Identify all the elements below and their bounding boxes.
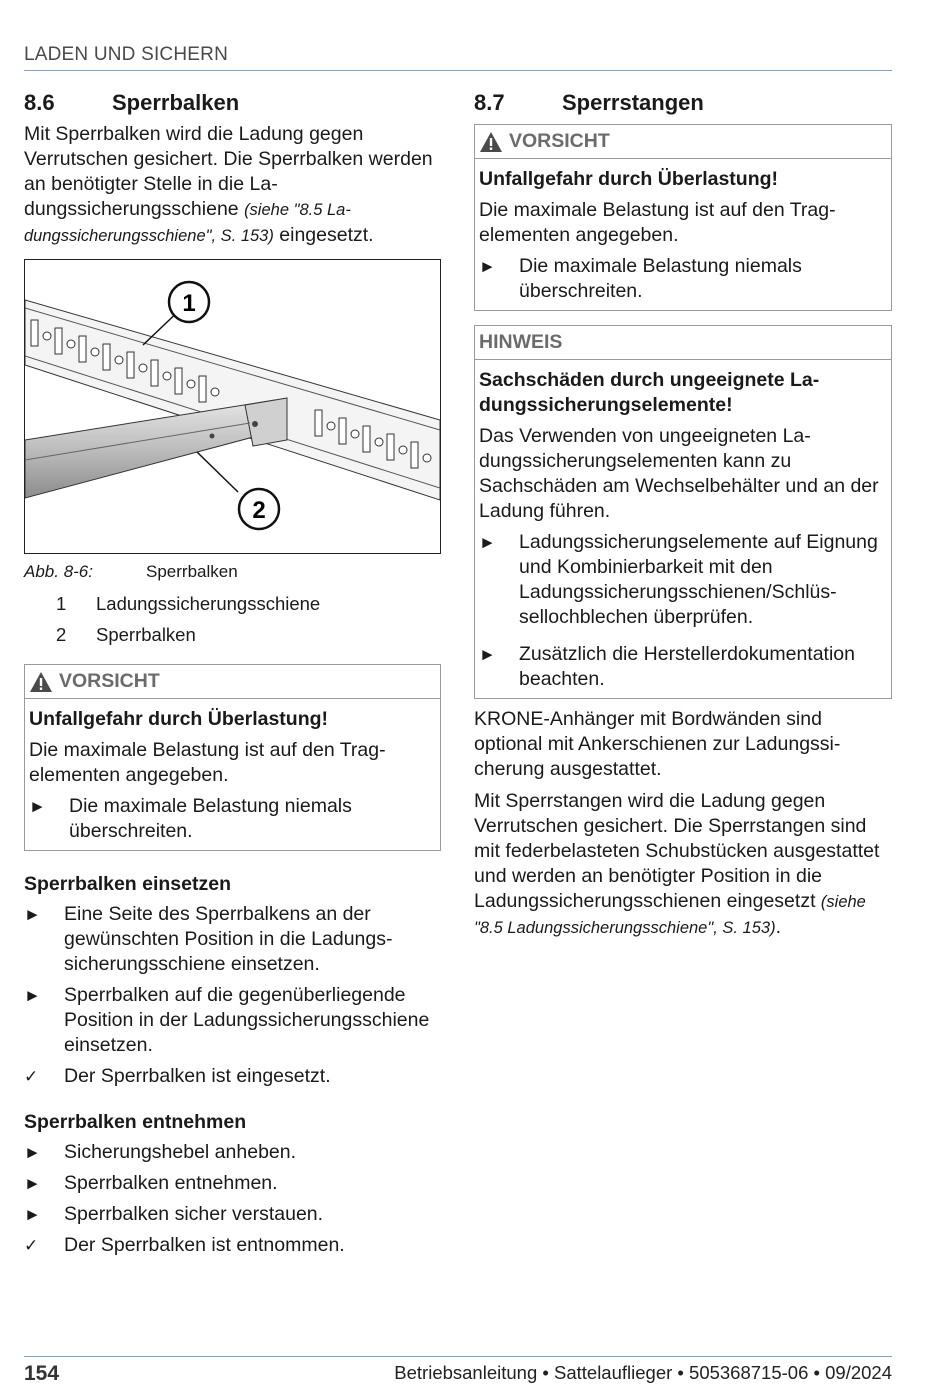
caption-text: Sperrbalken — [146, 562, 238, 581]
warning-triangle-icon — [29, 671, 53, 693]
caution-box — [24, 664, 441, 851]
caution-title: Unfallgefahr durch Überlastung! — [29, 708, 329, 730]
notice-box — [474, 325, 892, 699]
right-column — [474, 90, 892, 948]
legend-item — [24, 592, 441, 615]
rail-illustration — [25, 260, 440, 553]
insert-heading: Sperrbalken einsetzen — [24, 873, 231, 895]
caution-text: Die maximale Belastung ist auf den Tragelementen angegeben. — [29, 739, 386, 786]
caution-step — [475, 254, 891, 310]
warning-triangle-icon — [479, 131, 503, 153]
caution-label: VORSICHT — [59, 670, 160, 692]
step-text: Eine Seite des Sperrbalkens an der gewünschten Position in die Ladungssicherungsschiene einsetzen. — [64, 903, 393, 975]
step-arrow-icon: ► — [24, 1143, 41, 1162]
notice-step — [475, 530, 891, 636]
paragraph-cross-reference[interactable]: (siehe "8.5 Ladungssicherungsschiene", S. 153) — [474, 893, 866, 937]
section-heading-8-6 — [24, 90, 441, 116]
step-text: Sperrbalken auf die gegenüberliegende Position in der Ladungssicherungsschiene einsetzen. — [64, 984, 430, 1056]
step-text: Sperrbalken sicher verstauen. — [64, 1203, 324, 1225]
footer-document-info: Betriebsanleitung • Sattelauflieger • 505368715-06 • 09/2024 — [394, 1362, 892, 1383]
notice-title: Sachschäden durch ungeeignete Ladungssicherungselemente! — [479, 369, 820, 416]
intro-text-end: eingesetzt. — [273, 224, 374, 246]
step-arrow-icon: ► — [24, 986, 41, 1005]
page-number: 154 — [24, 1362, 60, 1385]
intro-paragraph — [24, 122, 441, 249]
step-text: Zusätzlich die Herstellerdokumentation beachten. — [519, 643, 855, 690]
legend-number: 1 — [56, 593, 67, 614]
notice-header — [475, 326, 891, 360]
step-arrow-icon: ► — [479, 533, 496, 552]
section-title: Sperrbalken — [112, 90, 240, 115]
result-text: Der Sperrbalken ist eingesetzt. — [64, 1065, 331, 1087]
legend-text: Ladungssicherungsschiene — [96, 593, 321, 614]
section-number: 8.6 — [24, 90, 55, 115]
caution-title: Unfallgefahr durch Überlastung! — [479, 168, 779, 190]
caution-box — [474, 124, 892, 311]
step-arrow-icon: ► — [29, 797, 46, 816]
insert-step — [24, 902, 441, 977]
figure-sperrbalken — [24, 259, 441, 554]
footer-divider — [24, 1356, 892, 1357]
caution-label: VORSICHT — [509, 130, 610, 152]
left-column — [24, 90, 441, 1258]
legend-text: Sperrbalken — [96, 624, 196, 645]
running-header: LADEN UND SICHERN — [24, 44, 892, 71]
section-title: Sperrstangen — [562, 90, 704, 115]
caution-header — [475, 125, 891, 159]
step-text: Die maximale Belastung niemals überschreiten. — [69, 795, 352, 842]
section-number: 8.7 — [474, 90, 505, 115]
step-arrow-icon: ► — [479, 645, 496, 664]
remove-heading: Sperrbalken entnehmen — [24, 1111, 247, 1133]
callout-1-label: 1 — [182, 290, 196, 317]
notice-text: Das Verwenden von ungeeigneten Ladungssicherungselementen kann zu Sachschäden am Wechselbehälter und an der Ladung führen. — [479, 425, 879, 522]
callout-2-label: 2 — [252, 497, 266, 524]
paragraph-anchor-rails: KRONE-Anhänger mit Bordwänden sind optional mit Ankerschienen zur Ladungssicherung ausgestattet. — [474, 708, 841, 780]
intro-cross-reference[interactable]: (siehe "8.5 Ladungssicherungsschiene", S. 153) — [24, 201, 351, 245]
paragraph-text-end: . — [775, 916, 781, 938]
caption-label: Abb. 8-6: — [24, 562, 93, 581]
legend-item — [24, 623, 441, 646]
figure-caption — [24, 562, 441, 582]
legend-number: 2 — [56, 624, 67, 645]
checkmark-icon: ✓ — [24, 1236, 39, 1255]
section-heading-8-7 — [474, 90, 892, 116]
checkmark-icon: ✓ — [24, 1067, 39, 1086]
remove-result — [24, 1233, 441, 1258]
step-text: Ladungssicherungselemente auf Eignung und Kombinierbarkeit mit den Ladungssicherungsschienen/Schlüssellochblechen überprüfen. — [519, 531, 878, 628]
insert-step — [24, 983, 441, 1058]
notice-label: HINWEIS — [479, 331, 563, 353]
caution-step — [25, 794, 440, 850]
caution-text: Die maximale Belastung ist auf den Tragelementen angegeben. — [479, 199, 836, 246]
step-text: Die maximale Belastung niemals überschreiten. — [519, 255, 802, 302]
result-text: Der Sperrbalken ist entnommen. — [64, 1234, 345, 1256]
step-arrow-icon: ► — [479, 257, 496, 276]
step-arrow-icon: ► — [24, 905, 41, 924]
intro-text: Mit Sperrbalken wird die Ladung gegen Verrutschen gesichert. Die Sperrbalken werden an benötigter Stelle in die Ladungssicherungsschiene — [24, 123, 433, 220]
remove-step — [24, 1202, 441, 1227]
paragraph-text: Mit Sperrstangen wird die Ladung gegen Verrutschen gesichert. Die Sperrstangen sind mit federbelasteten Schubstücken ausgestattet und werden an benötigter Position in die Ladungssicherungsschienen eingesetzt — [474, 790, 880, 912]
step-arrow-icon: ► — [24, 1174, 41, 1193]
caution-header — [25, 665, 440, 699]
notice-step — [475, 642, 891, 698]
paragraph-sperrstangen — [474, 789, 892, 941]
remove-step — [24, 1171, 441, 1196]
insert-result — [24, 1064, 441, 1089]
step-text: Sperrbalken entnehmen. — [64, 1172, 278, 1194]
remove-step — [24, 1140, 441, 1165]
step-arrow-icon: ► — [24, 1205, 41, 1224]
step-text: Sicherungshebel anheben. — [64, 1141, 297, 1163]
